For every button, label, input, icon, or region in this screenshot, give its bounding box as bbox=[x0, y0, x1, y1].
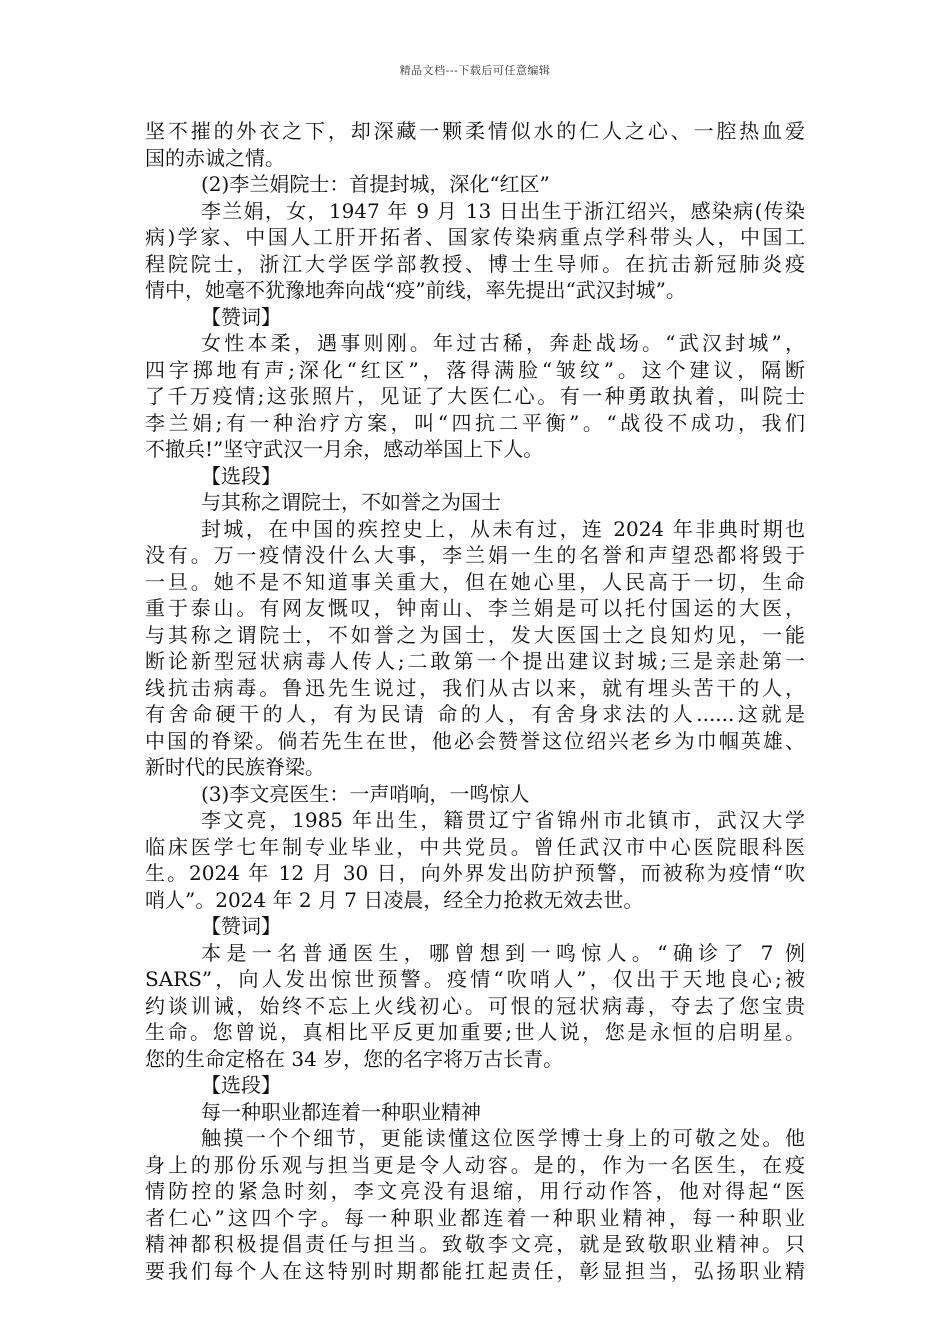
text-line: 哨人”。2024 年 2 月 7 日凌晨，经全力抢救无效去世。 bbox=[145, 887, 644, 912]
text-line: 新时代的民族脊梁。 bbox=[145, 755, 325, 779]
text-line: 临床医学七年制专业毕业，中共党员。曾任武汉市中心医院眼科医 bbox=[145, 834, 805, 859]
text-line: 封城，在中国的疾控史上，从未有过，连 2024 年非典时期也 bbox=[201, 516, 805, 541]
text-line: 程院院士，浙江大学医学部教授、博士生导师。在抗击新冠肺炎疫 bbox=[145, 251, 805, 276]
text-line: 李兰娟;有一种治疗方案，叫“四抗二平衡”。“战役不成功，我们 bbox=[145, 410, 805, 435]
text-line: 与其称之谓院士，不如誉之为国士，发大医国士之良知灼见，一能 bbox=[145, 622, 805, 647]
text-line: 本是一名普通医生，哪曾想到一鸣惊人。“确诊了 7 例 bbox=[201, 940, 805, 965]
text-line: 病)学家、中国人工肝开拓者、国家传染病重点学科带头人，中国工 bbox=[145, 225, 805, 249]
text-line: (2)李兰娟院士：首提封城，深化“红区” bbox=[201, 172, 550, 196]
text-line: 身上的那份乐观与担当更是令人动容。是的，作为一名医生，在疫 bbox=[145, 1152, 805, 1177]
text-line: 坚不摧的外衣之下，却深藏一颗柔情似水的仁人之心、一腔热血爱 bbox=[145, 119, 805, 143]
text-line: 一旦。她不是不知道事关重大，但在她心里，人民高于一切，生命 bbox=[145, 569, 805, 594]
page-header: 精品文档---下载后可任意编辑 bbox=[399, 64, 551, 77]
text-line: 李文亮，1985 年出生，籍贯辽宁省锦州市北镇市，武汉大学 bbox=[201, 808, 805, 832]
text-line: 四字掷地有声;深化“红区”，落得满脸“皱纹”。这个建议，隔断 bbox=[145, 357, 805, 382]
text-line: 重于泰山。有网友慨叹，钟南山、李兰娟是可以托付国运的大医， bbox=[145, 596, 805, 620]
text-line: 每一种职业都连着一种职业精神 bbox=[201, 1099, 481, 1124]
text-line: 您的生命定格在 34 岁，您的名字将万古长青。 bbox=[145, 1046, 564, 1071]
text-line: 【赞词】 bbox=[201, 914, 281, 938]
text-line: 触摸一个个细节，更能读懂这位医学博士身上的可敬之处。他 bbox=[201, 1126, 805, 1150]
text-line: 【赞词】 bbox=[201, 304, 281, 329]
text-line: 女性本柔，遇事则刚。年过古稀，奔赴战场。“武汉封城”， bbox=[201, 331, 805, 355]
text-line: 了千万疫情;这张照片，见证了大医仁心。有一种勇敢执着，叫院士 bbox=[145, 384, 805, 408]
text-line: 约谈训诫，始终不忘上火线初心。可恨的冠状病毒，夺去了您宝贵 bbox=[145, 993, 805, 1018]
text-line: 不撤兵!”坚守武汉一月余，感动举国上下人。 bbox=[145, 437, 544, 461]
text-line: 情防控的紧急时刻，李文亮没有退缩，用行动作答，他对得起“医 bbox=[145, 1179, 805, 1203]
text-line: 线抗击病毒。鲁迅先生说过，我们从古以来，就有埋头苦干的人， bbox=[145, 675, 805, 700]
text-line: 李兰娟，女，1947 年 9 月 13 日出生于浙江绍兴，感染病(传染 bbox=[201, 198, 805, 223]
text-line: 精神都积极提倡责任与担当。致敬李文亮，就是致敬职业精神。只 bbox=[145, 1232, 805, 1256]
text-line: 与其称之谓院士，不如誉之为国士 bbox=[201, 490, 501, 514]
text-line: 断论新型冠状病毒人传人;二敢第一个提出建议封城;三是亲赴第一 bbox=[145, 649, 805, 673]
text-line: 【选段】 bbox=[201, 1073, 281, 1097]
text-line: 要我们每个人在这特别时期都能扛起责任，彰显担当，弘扬职业精 bbox=[145, 1258, 805, 1283]
text-line: 中国的脊梁。倘若先生在世，他必会赞誉这位绍兴老乡为巾帼英雄、 bbox=[145, 728, 805, 753]
text-line: 情中，她毫不犹豫地奔向战“疫”前线，率先提出“武汉封城”。 bbox=[145, 278, 686, 302]
text-line: 有舍命硬干的人，有为民请 命的人，有舍身求法的人......这就是 bbox=[145, 702, 805, 726]
text-line: 者仁心”这四个字。每一种职业都连着一种职业精神，每一种职业 bbox=[145, 1205, 805, 1230]
text-line: (3)李文亮医生：一声哨响，一鸣惊人 bbox=[201, 781, 530, 806]
text-line: 【选段】 bbox=[201, 463, 281, 488]
text-line: 生。2024 年 12 月 30 日，向外界发出防护预警，而被称为疫情“吹 bbox=[145, 861, 805, 885]
document-body bbox=[145, 118, 805, 1284]
text-line: SARS”，向人发出惊世预警。疫情“吹哨人”，仅出于天地良心;被 bbox=[145, 967, 805, 991]
text-line: 生命。您曾说，真相比平反更加重要;世人说，您是永恒的启明星。 bbox=[145, 1020, 805, 1044]
text-line: 没有。万一疫情没什么大事，李兰娟一生的名誉和声望恐都将毁于 bbox=[145, 543, 805, 567]
text-line: 国的赤诚之情。 bbox=[145, 145, 285, 170]
